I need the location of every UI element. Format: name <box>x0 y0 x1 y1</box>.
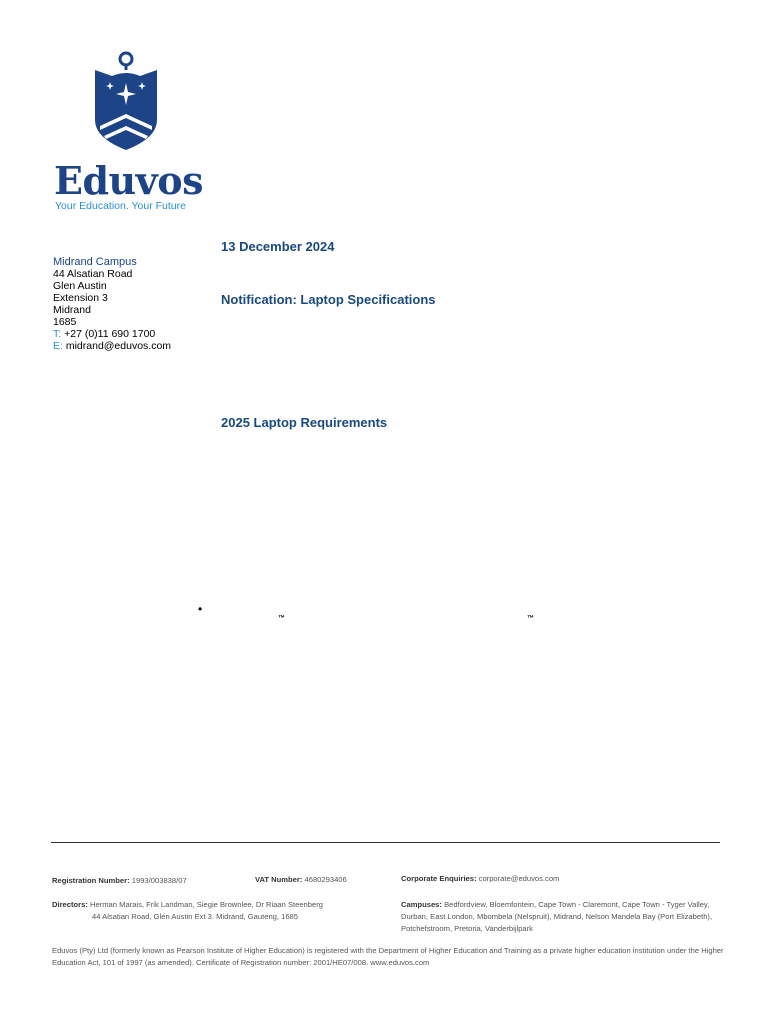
section-heading: 2025 Laptop Requirements <box>221 415 388 430</box>
campuses-value: Bedfordview, Bloemfontein, Cape Town - Claremont, Cape Town - Tyger Valley, Durban, East London, Mbombela (Nelspruit), Midrand, Nelson Mandela Bay (Port Elizabeth), Potchefstroom, Pretoria, Vanderbijlpark <box>401 900 713 933</box>
corporate-label: Corporate Enquiries: <box>401 874 477 883</box>
phone-label: T: <box>53 328 62 340</box>
corporate-email[interactable]: corporate@eduvos.com <box>478 874 560 883</box>
address-line: Glen Austin <box>53 280 107 292</box>
email-label: E: <box>53 340 63 352</box>
trademark-symbol: ™ <box>278 615 285 622</box>
registration-value: 1993/003838/07 <box>131 876 187 885</box>
phone-number[interactable]: +27 (0)11 690 1700 <box>64 328 156 340</box>
vat-number <box>255 874 347 886</box>
address-line: Extension 3 <box>53 292 108 304</box>
trademark-symbol: ™ <box>527 615 534 622</box>
email-line <box>53 340 171 352</box>
brand-tagline: Your Education. Your Future <box>55 200 186 212</box>
letter-date: 13 December 2024 <box>221 239 335 254</box>
registration-label: Registration Number: <box>52 876 130 885</box>
directors-value: Herman Marais, Frik Landman, Siegie Brownlee, Dr Riaan Steenberg <box>90 900 323 909</box>
shield-crest-icon <box>54 50 200 160</box>
campuses-block <box>401 899 719 935</box>
letter-subject: Notification: Laptop Specifications <box>221 292 436 307</box>
email-link[interactable]: midrand@eduvos.com <box>65 340 172 352</box>
address-line: 44 Alsatian Road <box>53 268 133 280</box>
address-line: 1685 <box>53 316 77 328</box>
legal-notice: Eduvos (Pty) Ltd (formerly known as Pearson Institute of Higher Education) is registered with the Department of Higher Education and Training as a private higher education institution under the Higher Education Act, 101 of 1997 (as amended). Certificate of Registration number: 2001/HE07/008. www.eduvos.com <box>52 946 724 967</box>
registration-number <box>52 875 187 887</box>
directors-block <box>52 899 382 923</box>
phone-line <box>53 328 171 340</box>
vat-label: VAT Number: <box>255 875 303 884</box>
corporate-enquiries <box>401 873 559 885</box>
list-bullet: • <box>198 602 203 616</box>
vat-value: 4680293406 <box>304 875 347 884</box>
campus-name: Midrand Campus <box>53 256 137 268</box>
directors-label: Directors: <box>52 900 88 909</box>
campuses-label: Campuses: <box>401 900 442 909</box>
address-line: Midrand <box>53 304 91 316</box>
campus-address-block <box>53 256 171 352</box>
footer-divider <box>51 842 720 843</box>
directors-address: 44 Alsatian Road, Glen Austin Ext 3. Midrand, Gauteng, 1685 <box>92 912 299 921</box>
brand-name: Eduvos <box>54 158 203 203</box>
